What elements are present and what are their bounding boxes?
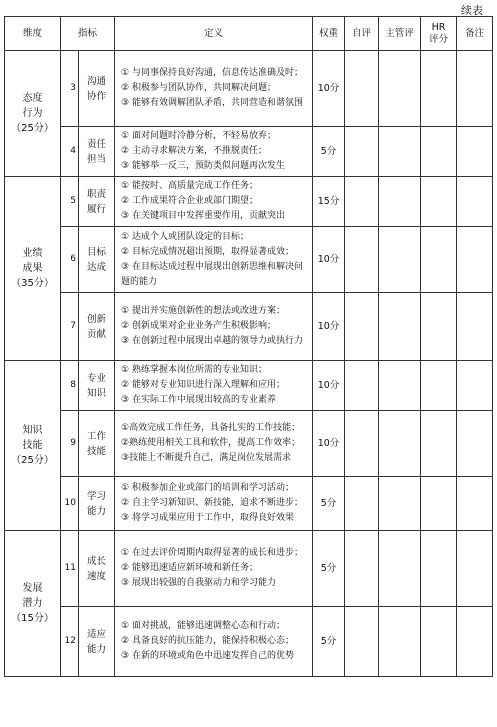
definition-item: ② 能够对专业知识进行深入理解和应用；: [121, 380, 285, 390]
definition-item: ③ 在创新过程中展现出卓越的领导力或执行力: [121, 336, 303, 346]
indicator-name-line: 履行: [87, 203, 107, 215]
table-row: [5, 293, 493, 361]
definition-cell: [115, 411, 313, 477]
dimension-label: 态度: [22, 93, 43, 104]
indicator-name-line: 达成: [87, 261, 107, 273]
definition-item: ③ 将学习成果应用于工作中，取得良好效果: [121, 513, 294, 523]
remarks-cell[interactable]: [457, 127, 493, 177]
indicator-name-line: 职责: [87, 188, 107, 200]
definition-item: ① 能按时、高质量完成工作任务；: [121, 181, 258, 191]
self-eval-cell[interactable]: [345, 411, 379, 477]
hr-eval-cell[interactable]: [421, 361, 457, 411]
indicator-name-line: 沟通: [87, 75, 107, 87]
definition-cell: [115, 51, 313, 127]
remarks-cell[interactable]: [457, 177, 493, 227]
definition-item: ③ 在目标达成过程中展现出创新思维和解决问题的能力: [121, 261, 303, 287]
definition-item: ③ 在关键项目中发挥重要作用，贡献突出: [121, 211, 285, 221]
header-self-eval: 自评: [345, 17, 379, 51]
header-hr-eval-line2: 评分: [429, 33, 449, 45]
supervisor-eval-cell[interactable]: [379, 293, 421, 361]
supervisor-eval-cell[interactable]: [379, 411, 421, 477]
header-hr-eval-line1: HR: [431, 21, 446, 33]
self-eval-cell[interactable]: [345, 477, 379, 531]
definition-cell: [115, 177, 313, 227]
indicator-name: [79, 607, 115, 677]
table-row: [5, 177, 493, 227]
definition-item: ② 工作成果符合企业或部门期望；: [121, 196, 258, 206]
supervisor-eval-cell[interactable]: [379, 531, 421, 607]
dimension-cell: [5, 531, 61, 677]
hr-eval-cell[interactable]: [421, 477, 457, 531]
supervisor-eval-cell[interactable]: [379, 477, 421, 531]
weight-cell: 15分: [313, 177, 345, 227]
remarks-cell[interactable]: [457, 477, 493, 531]
table-row: [5, 127, 493, 177]
supervisor-eval-cell[interactable]: [379, 127, 421, 177]
indicator-name-line: 创新: [87, 313, 107, 325]
weight-cell: 10分: [313, 411, 345, 477]
indicator-name-line: 适应: [87, 628, 107, 640]
weight-cell: 10分: [313, 227, 345, 293]
self-eval-cell[interactable]: [345, 227, 379, 293]
indicator-name: [79, 227, 115, 293]
indicator-number: 11: [61, 531, 79, 607]
definition-item: ①高效完成工作任务，具备扎实的工作技能；: [121, 423, 301, 433]
weight-cell: 5分: [313, 607, 345, 677]
header-remarks: 备注: [457, 17, 493, 51]
indicator-name: [79, 293, 115, 361]
hr-eval-cell[interactable]: [421, 607, 457, 677]
table-row: [5, 477, 493, 531]
table-row: [5, 607, 493, 677]
evaluation-table: [4, 16, 493, 677]
supervisor-eval-cell[interactable]: [379, 177, 421, 227]
hr-eval-cell[interactable]: [421, 293, 457, 361]
indicator-name: [79, 361, 115, 411]
indicator-number: 12: [61, 607, 79, 677]
supervisor-eval-cell[interactable]: [379, 51, 421, 127]
definition-item: ② 积极参与团队协作，共同解决问题；: [121, 83, 276, 93]
indicator-name-line: 工作: [87, 430, 107, 442]
definition-cell: [115, 607, 313, 677]
dimension-cell: [5, 51, 61, 177]
definition-item: ③ 展现出较强的自我驱动力和学习能力: [121, 578, 276, 588]
table-row: [5, 411, 493, 477]
self-eval-cell[interactable]: [345, 361, 379, 411]
self-eval-cell[interactable]: [345, 607, 379, 677]
indicator-number: 10: [61, 477, 79, 531]
self-eval-cell[interactable]: [345, 177, 379, 227]
definition-item: ②熟练使用相关工具和软件，提高工作效率；: [121, 438, 301, 448]
dimension-cell: [5, 177, 61, 361]
weight-cell: 5分: [313, 477, 345, 531]
definition-cell: [115, 127, 313, 177]
definition-item: ① 面对挑战，能够迅速调整心态和行动；: [121, 621, 285, 631]
hr-eval-cell[interactable]: [421, 531, 457, 607]
table-row: [5, 51, 493, 127]
indicator-name-line: 速度: [87, 570, 107, 582]
definition-item: ② 自主学习新知识、新技能，追求不断进步；: [121, 498, 303, 508]
header-hr-eval: [421, 17, 457, 51]
definition-item: ① 熟练掌握本岗位所需的专业知识；: [121, 365, 267, 375]
dimension-cell: [5, 361, 61, 531]
dimension-label: 知识: [22, 425, 43, 436]
indicator-name-line: 贡献: [87, 328, 107, 340]
definition-item: ③技能上不断提升自己，满足岗位发展需求: [121, 453, 292, 463]
indicator-name: [79, 51, 115, 127]
remarks-cell[interactable]: [457, 411, 493, 477]
supervisor-eval-cell[interactable]: [379, 607, 421, 677]
hr-eval-cell[interactable]: [421, 411, 457, 477]
indicator-name: [79, 127, 115, 177]
table-row: [5, 531, 493, 607]
indicator-name: [79, 531, 115, 607]
definition-item: ③ 能够有效调解团队矛盾，共同营造和谐氛围: [121, 98, 303, 108]
indicator-name-line: 专业: [87, 372, 107, 384]
definition-item: ① 面对问题时冷静分析，不轻易放弃；: [121, 131, 276, 141]
remarks-cell[interactable]: [457, 607, 493, 677]
remarks-cell[interactable]: [457, 227, 493, 293]
weight-cell: 10分: [313, 361, 345, 411]
remarks-cell[interactable]: [457, 531, 493, 607]
indicator-number: 7: [61, 293, 79, 361]
continued-label: 续表: [461, 4, 483, 17]
indicator-name-line: 能力: [87, 505, 107, 517]
dimension-label: 业绩: [22, 248, 43, 259]
indicator-name: [79, 177, 115, 227]
indicator-name-line: 知识: [87, 387, 107, 399]
dimension-label: （35分）: [11, 278, 54, 289]
dimension-label: 成果: [22, 263, 43, 274]
indicator-name-line: 目标: [87, 246, 107, 258]
indicator-name-line: 学习: [87, 490, 107, 502]
indicator-name: [79, 411, 115, 477]
table-row: [5, 227, 493, 293]
indicator-name-line: 成长: [87, 555, 107, 567]
hr-eval-cell[interactable]: [421, 127, 457, 177]
definition-item: ② 主动寻求解决方案，不推脱责任；: [121, 146, 267, 156]
self-eval-cell[interactable]: [345, 531, 379, 607]
table-row: [5, 361, 493, 411]
definition-item: ③ 在实际工作中展现出较高的专业素养: [121, 395, 276, 405]
hr-eval-cell[interactable]: [421, 177, 457, 227]
dimension-label: （25分）: [11, 455, 54, 466]
definition-item: ① 积极参加企业或部门的培训和学习活动；: [121, 483, 294, 493]
definition-item: ① 提出并实施创新性的想法或改进方案；: [121, 306, 285, 316]
dimension-label: 行为: [22, 108, 43, 119]
definition-item: ① 与同事保持良好沟通，信息传达准确及时；: [121, 68, 303, 78]
supervisor-eval-cell[interactable]: [379, 227, 421, 293]
dimension-label: （15分）: [11, 613, 54, 624]
definition-item: ③ 在新的环境或角色中迅速发挥自己的优势: [121, 651, 294, 661]
definition-cell: [115, 227, 313, 293]
weight-cell: 10分: [313, 51, 345, 127]
indicator-name: [79, 477, 115, 531]
indicator-name-line: 责任: [87, 138, 107, 150]
hr-eval-cell[interactable]: [421, 51, 457, 127]
hr-eval-cell[interactable]: [421, 227, 457, 293]
dimension-label: （25分）: [11, 123, 54, 134]
indicator-number: 8: [61, 361, 79, 411]
indicator-name-line: 担当: [87, 153, 107, 165]
definition-cell: [115, 293, 313, 361]
definition-item: ① 达成个人或团队设定的目标；: [121, 231, 249, 242]
indicator-name-line: 技能: [87, 445, 107, 457]
indicator-number: 5: [61, 177, 79, 227]
header-dimension: 维度: [5, 17, 61, 51]
weight-cell: 5分: [313, 531, 345, 607]
definition-cell: [115, 531, 313, 607]
indicator-name-line: 协作: [87, 90, 107, 102]
remarks-cell[interactable]: [457, 361, 493, 411]
definition-item: ② 创新成果对企业业务产生积极影响；: [121, 321, 276, 331]
header-row: [5, 17, 493, 51]
header-supervisor-eval: 主管评: [379, 17, 421, 51]
dimension-label: 发展: [22, 583, 43, 594]
header-weight: 权重: [313, 17, 345, 51]
header-definition: 定义: [115, 17, 313, 51]
self-eval-cell[interactable]: [345, 51, 379, 127]
definition-item: ② 目标完成情况超出预期，取得显著成效；: [121, 246, 294, 257]
header-indicator: 指标: [61, 17, 115, 51]
definition-item: ② 具备良好的抗压能力，能保持积极心态；: [121, 636, 294, 646]
dimension-label: 技能: [22, 440, 43, 451]
definition-cell: [115, 361, 313, 411]
indicator-number: 9: [61, 411, 79, 477]
self-eval-cell[interactable]: [345, 127, 379, 177]
self-eval-cell[interactable]: [345, 293, 379, 361]
definition-cell: [115, 477, 313, 531]
dimension-label: 潜力: [22, 598, 43, 609]
weight-cell: 5分: [313, 127, 345, 177]
remarks-cell[interactable]: [457, 51, 493, 127]
definition-item: ③ 能够举一反三，预防类似问题再次发生: [121, 161, 285, 171]
definition-item: ① 在过去评价周期内取得显著的成长和进步；: [121, 548, 303, 558]
indicator-number: 3: [61, 51, 79, 127]
supervisor-eval-cell[interactable]: [379, 361, 421, 411]
indicator-number: 6: [61, 227, 79, 293]
indicator-name-line: 能力: [87, 643, 107, 655]
definition-item: ② 能够迅速适应新环境和新任务；: [121, 563, 258, 573]
weight-cell: 10分: [313, 293, 345, 361]
indicator-number: 4: [61, 127, 79, 177]
remarks-cell[interactable]: [457, 293, 493, 361]
